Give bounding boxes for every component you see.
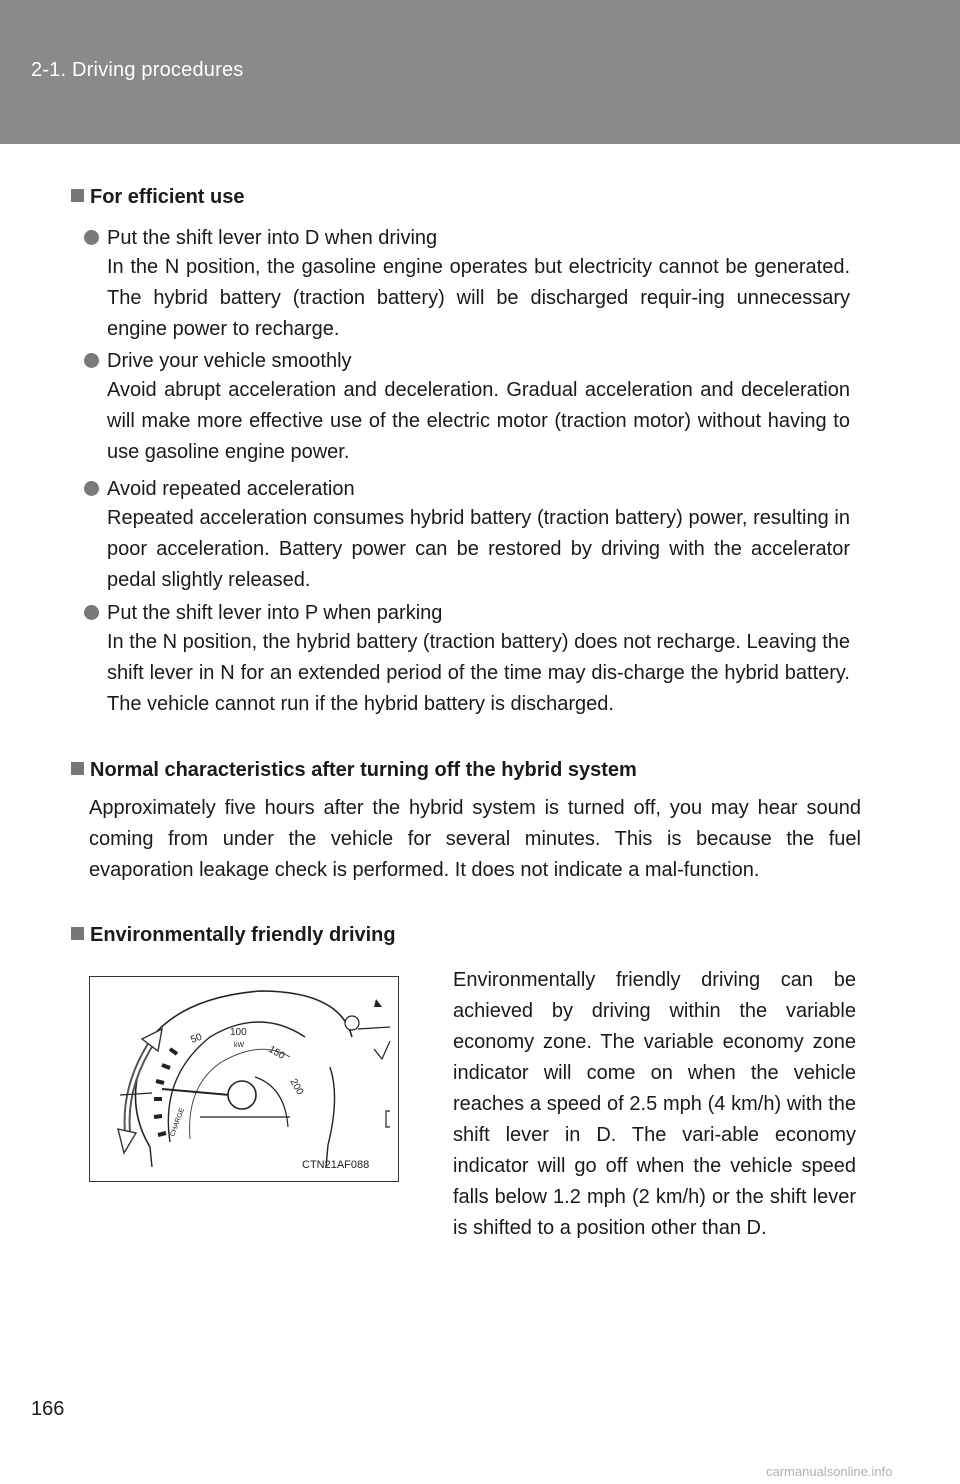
heading-efficient-use: For efficient use bbox=[71, 186, 244, 209]
circle-bullet-icon bbox=[84, 605, 99, 620]
environmentally-friendly-body: Environmentally friendly driving can be achieved by driving within the variable economy zone. The variable economy zone indicator will come on when the vehicle reaches a speed of 2.5 mph (4 km/h) with the shift lever in D. The vari-able economy indicator will go off when the vehicle speed falls below 1.2 mph (2 km/h) or the shift lever is shifted to a position other than D. bbox=[453, 969, 856, 1239]
page-number: 166 bbox=[31, 1398, 65, 1420]
indicator-icon bbox=[374, 999, 382, 1007]
heading-normal-characteristics: Normal characteristics after turning off the hybrid system bbox=[71, 759, 637, 782]
dial-label-200: 200 bbox=[287, 1077, 306, 1097]
bullet-title-3: Avoid repeated acceleration bbox=[84, 478, 355, 501]
square-bullet-icon bbox=[71, 762, 84, 775]
circle-bullet-icon bbox=[84, 353, 99, 368]
circle-bullet-icon bbox=[84, 481, 99, 496]
circle-bullet-icon bbox=[84, 230, 99, 245]
dial-label-100: 100 bbox=[230, 1027, 247, 1038]
normal-characteristics-body: Approximately five hours after the hybrid system is turned off, you may hear sound coming from under the vehicle for several minutes. This is because the fuel evaporation leakage check is performed. It does not indicate a mal-function. bbox=[89, 797, 861, 881]
section-title: 2-1. Driving procedures bbox=[31, 59, 244, 81]
hybrid-gauge-illustration bbox=[90, 977, 400, 1183]
bullet-body-1: In the N position, the gasoline engine operates but electricity cannot be generated. The hybrid battery (traction battery) will be discharged requir-ing unnecessary engine power to recharge. bbox=[107, 256, 850, 340]
bullet-title-2: Drive your vehicle smoothly bbox=[84, 350, 352, 373]
bullet-body-4: In the N position, the hybrid battery (traction battery) does not recharge. Leaving the shift lever in N for an extended period of the time may dis-charge the hybrid battery. The vehicle cannot run if the hybrid battery is discharged. bbox=[107, 631, 850, 715]
bullet-body-2: Avoid abrupt acceleration and deceleration. Gradual acceleration and deceleration will make more effective use of the electric motor (traction motor) without having to use gasoline engine power. bbox=[107, 379, 850, 463]
bullet-title-1: Put the shift lever into D when driving bbox=[84, 227, 437, 250]
square-bullet-icon bbox=[71, 927, 84, 940]
bullet-body-3: Repeated acceleration consumes hybrid battery (traction battery) power, resulting in poor acceleration. Battery power can be restored by driving with the accelerator pedal slightly released. bbox=[107, 507, 850, 591]
gauge-figure bbox=[89, 976, 399, 1182]
dial-label-charge: CHARGE bbox=[169, 1107, 187, 1138]
dial-label-kw: kW bbox=[234, 1042, 245, 1049]
heading-environmentally-friendly: Environmentally friendly driving bbox=[71, 924, 396, 947]
bullet-title-4: Put the shift lever into P when parking bbox=[84, 602, 442, 625]
square-bullet-icon bbox=[71, 189, 84, 202]
dial-label-50: 50 bbox=[189, 1031, 204, 1046]
page-header bbox=[0, 0, 960, 144]
dial-label-150: 150 bbox=[266, 1044, 287, 1062]
figure-code: CTN21AF088 bbox=[302, 1159, 370, 1171]
watermark: carmanualsonline.info bbox=[766, 1464, 893, 1479]
